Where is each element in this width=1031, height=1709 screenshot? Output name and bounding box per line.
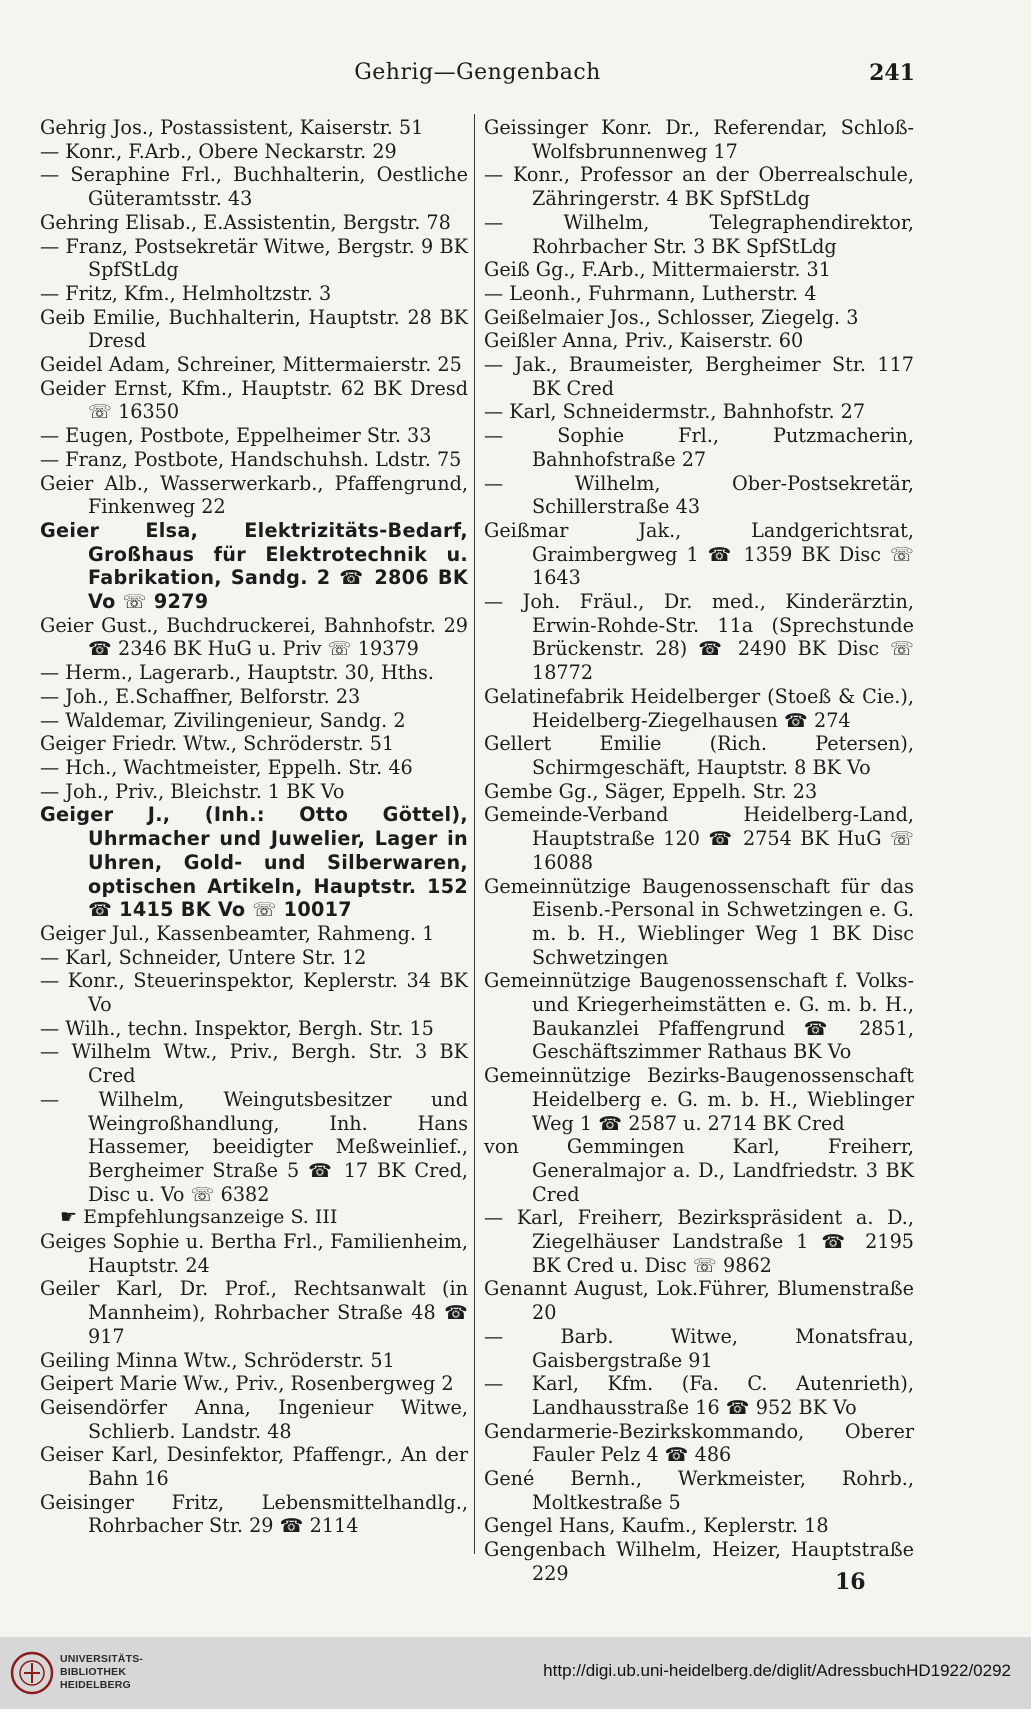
- directory-entry: Geier Alb., Wasserwerkarb., Pfaffengrund, Finkenweg 22: [40, 471, 468, 519]
- directory-entry: Geisinger Fritz, Lebensmittelhandlg., Rohrbacher Str. 29 ☎ 2114: [40, 1490, 468, 1538]
- directory-entry: — Wilh., techn. Inspektor, Bergh. Str. 15: [40, 1016, 434, 1040]
- directory-entry: Geiges Sophie u. Bertha Frl., Familienheim, Hauptstr. 24: [40, 1230, 468, 1277]
- directory-entry: — Karl, Schneider, Untere Str. 12: [40, 945, 367, 969]
- directory-entry: — Wilhelm, Weingutsbesitzer und Weingroßhandlung, Inh. Hans Hassemer, beeidigter Meßweinlief., Bergheimer Straße 5 ☎ 17 BK Cred, Disc u. Vo ☏ 6382: [40, 1087, 468, 1206]
- directory-entry: Geipert Marie Ww., Priv., Rosenbergweg 2: [40, 1372, 454, 1396]
- directory-entry: Gengel Hans, Kaufm., Keplerstr. 18: [484, 1514, 829, 1538]
- directory-entry: Gellert Emilie (Rich. Petersen), Schirmgeschäft, Hauptstr. 8 BK Vo: [484, 732, 914, 779]
- running-head: Gehrig—Gengenbach: [354, 60, 601, 85]
- directory-entry: — Karl, Freiherr, Bezirkspräsident a. D., Ziegelhäuser Landstraße 1 ☎ 2195 BK Cred u. Disc ☏ 9862: [484, 1206, 914, 1277]
- directory-entry: — Hch., Wachtmeister, Eppelh. Str. 46: [40, 755, 413, 779]
- directory-entry: Gendarmerie-Bezirkskommando, Oberer Fauler Pelz 4 ☎ 486: [484, 1419, 914, 1467]
- directory-entry: — Seraphine Frl., Buchhalterin, Oestliche Güteramtsstr. 43: [40, 163, 468, 211]
- directory-entry: — Karl, Schneidermstr., Bahnhofstr. 27: [484, 400, 866, 424]
- directory-entry: Genannt August, Lok.Führer, Blumenstraße 20: [484, 1277, 914, 1325]
- directory-entry: Geiser Karl, Desinfektor, Pfaffengr., An der Bahn 16: [40, 1443, 468, 1491]
- page-header: [40, 58, 915, 94]
- directory-entry: — Waldemar, Zivilingenieur, Sandg. 2: [40, 708, 406, 732]
- cross-reference-note: ☛ Empfehlungsanzeige S. III: [60, 1206, 338, 1229]
- directory-entry: Geißmar Jak., Landgerichtsrat, Graimbergweg 1 ☎ 1359 BK Disc ☏ 1643: [484, 518, 914, 590]
- directory-entry: — Konr., F.Arb., Obere Neckarstr. 29: [40, 139, 397, 163]
- directory-entry: Gehrig Jos., Postassistent, Kaiserstr. 51: [40, 116, 424, 139]
- directory-entry: Gembe Gg., Säger, Eppelh. Str. 23: [484, 779, 818, 803]
- directory-entry: Gené Bernh., Werkmeister, Rohrb., Moltkestraße 5: [484, 1467, 914, 1514]
- directory-entry: Gemeinnützige Baugenossenschaft f. Volks- und Kriegerheimstätten e. G. m. b. H., Baukanzlei Pfaffengrund ☎ 2851, Geschäftszimmer Rathaus BK Vo: [484, 969, 914, 1064]
- directory-entry: Gemeinnützige Bezirks-Baugenossenschaft Heidelberg e. G. m. b. H., Wieblinger Weg 1 ☎ 2587 u. 2714 BK Cred: [484, 1064, 914, 1135]
- directory-entry: Gehring Elisab., E.Assistentin, Bergstr. 78: [40, 210, 451, 234]
- right-column: [484, 116, 914, 1586]
- directory-entry: Geiling Minna Wtw., Schröderstr. 51: [40, 1348, 395, 1372]
- directory-entry: Geißler Anna, Priv., Kaiserstr. 60: [484, 329, 804, 353]
- directory-entry: Geidel Adam, Schreiner, Mittermaierstr. 25: [40, 353, 462, 377]
- viewer-footer: [0, 1637, 1031, 1709]
- directory-entry: — Herm., Lagerarb., Hauptstr. 30, Hths.: [40, 661, 434, 685]
- page-number: 241: [869, 60, 915, 86]
- signature-mark: 16: [835, 1569, 866, 1595]
- directory-entry: Geib Emilie, Buchhalterin, Hauptstr. 28 BK Dresd: [40, 305, 468, 353]
- directory-entry: von Gemmingen Karl, Freiherr, Generalmajor a. D., Landfriedstr. 3 BK Cred: [484, 1135, 914, 1206]
- directory-entry: — Barb. Witwe, Monatsfrau, Gaisbergstraße 91: [484, 1324, 914, 1372]
- university-seal-icon[interactable]: [10, 1651, 54, 1695]
- directory-entry: Geissinger Konr. Dr., Referendar, Schloß-Wolfsbrunnenweg 17: [484, 116, 914, 163]
- directory-entry: Gelatinefabrik Heidelberger (Stoeß & Cie.), Heidelberg-Ziegelhausen ☎ 274: [484, 684, 914, 732]
- directory-entry: Geisendörfer Anna, Ingenieur Witwe, Schlierb. Landstr. 48: [40, 1395, 468, 1443]
- directory-entry: — Joh., Priv., Bleichstr. 1 BK Vo: [40, 779, 345, 803]
- directory-entry: Geiß Gg., F.Arb., Mittermaierstr. 31: [484, 258, 831, 282]
- directory-entry: Geiger J., (Inh.: Otto Göttel), Uhrmacher und Juwelier, Lager in Uhren, Gold- und Silberwaren, optischen Artikeln, Hauptstr. 152 ☎ 1415 BK Vo ☏ 10017: [40, 803, 468, 922]
- directory-entry: Geiler Karl, Dr. Prof., Rechtsanwalt (in Mannheim), Rohrbacher Straße 48 ☎ 917: [40, 1277, 468, 1348]
- directory-entry: — Sophie Frl., Putzmacherin, Bahnhofstraße 27: [484, 424, 914, 471]
- directory-entry: Gemeinde-Verband Heidelberg-Land, Hauptstraße 120 ☎ 2754 BK HuG ☏ 16088: [484, 803, 914, 874]
- column-divider: [474, 114, 475, 1554]
- directory-entry: — Franz, Postbote, Handschuhsh. Ldstr. 75: [40, 447, 462, 471]
- source-url[interactable]: http://digi.ub.uni-heidelberg.de/diglit/AdressbuchHD1922/0292: [543, 1661, 1011, 1680]
- directory-entry: Geißelmaier Jos., Schlosser, Ziegelg. 3: [484, 305, 859, 329]
- directory-entry: — Eugen, Postbote, Eppelheimer Str. 33: [40, 424, 432, 448]
- directory-entry: — Wilhelm, Ober-Postsekretär, Schillerstraße 43: [484, 471, 914, 519]
- directory-entry: — Fritz, Kfm., Helmholtzstr. 3: [40, 281, 332, 305]
- directory-entry: — Wilhelm Wtw., Priv., Bergh. Str. 3 BK Cred: [40, 1040, 468, 1088]
- left-column: [40, 116, 468, 1538]
- directory-entry: — Jak., Braumeister, Bergheimer Str. 117 BK Cred: [484, 353, 914, 400]
- library-name[interactable]: UNIVERSITÄTS- BIBLIOTHEK HEIDELBERG: [60, 1653, 144, 1691]
- directory-entry: — Konr., Professor an der Oberrealschule, Zähringerstr. 4 BK SpfStLdg: [484, 163, 914, 211]
- directory-entry: Geiger Jul., Kassenbeamter, Rahmeng. 1: [40, 921, 435, 945]
- directory-entry: — Franz, Postsekretär Witwe, Bergstr. 9 BK SpfStLdg: [40, 234, 468, 282]
- directory-entry: Geier Gust., Buchdruckerei, Bahnhofstr. 29 ☎ 2346 BK HuG u. Priv ☏ 19379: [40, 613, 468, 661]
- directory-entry: Geiger Friedr. Wtw., Schröderstr. 51: [40, 732, 395, 756]
- directory-entry: — Joh., E.Schaffner, Belforstr. 23: [40, 684, 361, 708]
- directory-entry: Geider Ernst, Kfm., Hauptstr. 62 BK Dresd ☏ 16350: [40, 376, 468, 424]
- directory-entry: Gengenbach Wilhelm, Heizer, Hauptstraße 229: [484, 1538, 914, 1585]
- directory-entry: — Joh. Fräul., Dr. med., Kinderärztin, Erwin-Rohde-Str. 11a (Sprechstunde Brückenstr. 28) ☎ 2490 BK Disc ☏ 18772: [484, 590, 914, 685]
- directory-entry: — Karl, Kfm. (Fa. C. Autenrieth), Landhausstraße 16 ☎ 952 BK Vo: [484, 1372, 914, 1419]
- directory-entry: Geier Elsa, Elektrizitäts-Bedarf, Großhaus für Elektrotechnik u. Fabrikation, Sandg. 2 ☎ 2806 BK Vo ☏ 9279: [40, 518, 468, 614]
- directory-entry: Gemeinnützige Baugenossenschaft für das Eisenb.-Personal in Schwetzingen e. G. m. b. H., Wieblinger Weg 1 BK Disc Schwetzingen: [484, 874, 914, 969]
- directory-entry: — Wilhelm, Telegraphendirektor, Rohrbacher Str. 3 BK SpfStLdg: [484, 210, 914, 258]
- directory-entry: — Leonh., Fuhrmann, Lutherstr. 4: [484, 281, 817, 305]
- directory-entry: — Konr., Steuerinspektor, Keplerstr. 34 BK Vo: [40, 969, 468, 1017]
